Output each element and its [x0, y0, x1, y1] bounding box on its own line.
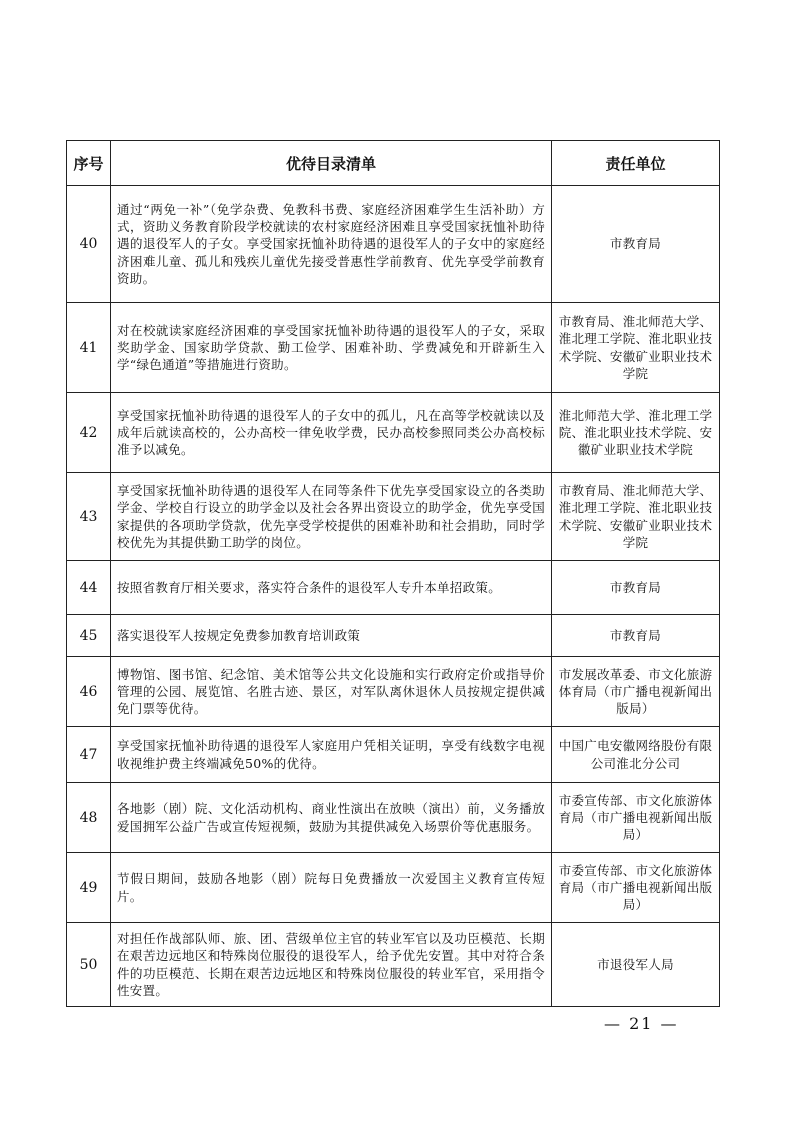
- row-unit: 市发展改革委、市文化旅游体育局（市广播电视新闻出版局）: [552, 657, 720, 727]
- row-seq: 40: [67, 186, 111, 303]
- table-row: [67, 853, 720, 923]
- row-seq: 46: [67, 657, 111, 727]
- row-unit: 市教育局、淮北师范大学、淮北理工学院、淮北职业技术学院、安徽矿业职业技术学院: [552, 473, 720, 561]
- table-row: [67, 727, 720, 783]
- table-row: [67, 393, 720, 473]
- row-unit: 市委宣传部、市文化旅游体育局（市广播电视新闻出版局）: [552, 783, 720, 853]
- row-item: 对担任作战部队师、旅、团、营级单位主官的转业军官以及功臣模范、长期在艰苦边远地区和特殊岗位服役的退役军人，给予优先安置。其中对符合条件的功臣模范、长期在艰苦边远地区和特殊岗位服役的转业军官，采用指令性安置。: [111, 923, 552, 1007]
- table-header-row: [67, 141, 720, 186]
- table-row: [67, 303, 720, 393]
- row-seq: 44: [67, 561, 111, 615]
- page-number: — 21 —: [604, 1014, 679, 1033]
- row-unit: 中国广电安徽网络股份有限公司淮北分公司: [552, 727, 720, 783]
- row-unit: 市教育局: [552, 615, 720, 657]
- table-row: [67, 615, 720, 657]
- table-row: [67, 186, 720, 303]
- row-item: 享受国家抚恤补助待遇的退役军人在同等条件下优先享受国家设立的各类助学金、学校自行设立的助学金以及社会各界出资设立的助学金，优先享受国家提供的各项助学贷款，优先享受学校提供的困难补助和社会捐助，同时学校优先为其提供勤工助学的岗位。: [111, 473, 552, 561]
- row-unit: 市教育局: [552, 561, 720, 615]
- row-seq: 50: [67, 923, 111, 1007]
- row-unit: 淮北师范大学、淮北理工学院、淮北职业技术学院、安徽矿业职业技术学院: [552, 393, 720, 473]
- row-unit: 市教育局: [552, 186, 720, 303]
- preferential-treatment-table: [66, 140, 720, 1007]
- row-item: 享受国家抚恤补助待遇的退役军人的子女中的孤儿，凡在高等学校就读以及成年后就读高校的，公办高校一律免收学费，民办高校参照同类公办高校标准予以减免。: [111, 393, 552, 473]
- row-seq: 47: [67, 727, 111, 783]
- row-item: 对在校就读家庭经济困难的享受国家抚恤补助待遇的退役军人的子女，采取奖助学金、国家助学贷款、勤工俭学、困难补助、学费减免和开辟新生入学“绿色通道”等措施进行资助。: [111, 303, 552, 393]
- row-seq: 43: [67, 473, 111, 561]
- header-seq: 序号: [67, 141, 111, 186]
- row-item: 节假日期间，鼓励各地影（剧）院每日免费播放一次爱国主义教育宣传短片。: [111, 853, 552, 923]
- row-seq: 49: [67, 853, 111, 923]
- row-item: 按照省教育厅相关要求，落实符合条件的退役军人专升本单招政策。: [111, 561, 552, 615]
- row-unit: 市委宣传部、市文化旅游体育局（市广播电视新闻出版局）: [552, 853, 720, 923]
- row-item: 各地影（剧）院、文化活动机构、商业性演出在放映（演出）前，义务播放爱国拥军公益广告或宣传短视频，鼓励为其提供减免入场票价等优惠服务。: [111, 783, 552, 853]
- row-seq: 42: [67, 393, 111, 473]
- row-seq: 48: [67, 783, 111, 853]
- row-item: 落实退役军人按规定免费参加教育培训政策: [111, 615, 552, 657]
- row-seq: 41: [67, 303, 111, 393]
- header-unit: 责任单位: [552, 141, 720, 186]
- table-row: [67, 923, 720, 1007]
- row-unit: 市退役军人局: [552, 923, 720, 1007]
- header-item: 优待目录清单: [111, 141, 552, 186]
- table-row: [67, 657, 720, 727]
- row-unit: 市教育局、淮北师范大学、淮北理工学院、淮北职业技术学院、安徽矿业职业技术学院: [552, 303, 720, 393]
- table-row: [67, 561, 720, 615]
- row-item: 享受国家抚恤补助待遇的退役军人家庭用户凭相关证明，享受有线数字电视收视维护费主终端减免50%的优待。: [111, 727, 552, 783]
- row-item: 通过“两免一补”（免学杂费、免教科书费、家庭经济困难学生生活补助）方式，资助义务教育阶段学校就读的农村家庭经济困难且享受国家抚恤补助待遇的退役军人的子女。享受国家抚恤补助待遇的退役军人的子女中的家庭经济困难儿童、孤儿和残疾儿童优先接受普惠性学前教育、优先享受学前教育资助。: [111, 186, 552, 303]
- table-row: [67, 783, 720, 853]
- table-row: [67, 473, 720, 561]
- row-seq: 45: [67, 615, 111, 657]
- row-item: 博物馆、图书馆、纪念馆、美术馆等公共文化设施和实行政府定价或指导价管理的公园、展览馆、名胜古迹、景区，对军队离休退休人员按规定提供减免门票等优待。: [111, 657, 552, 727]
